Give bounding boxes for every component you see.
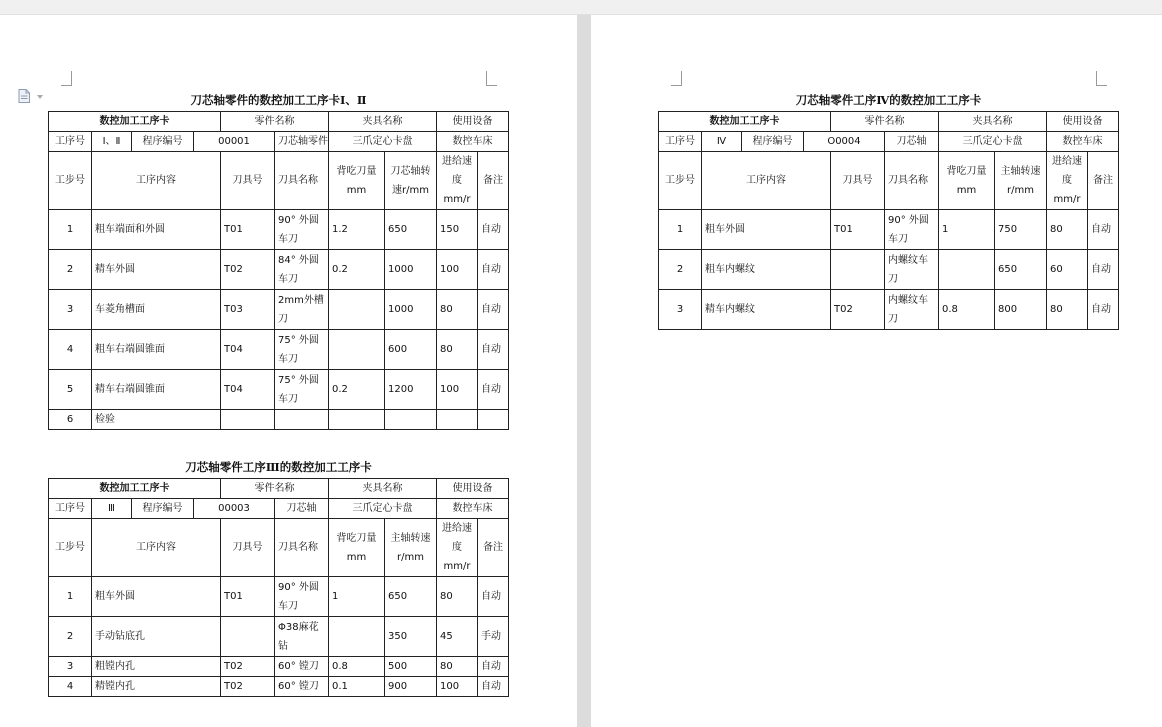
cell-feed: 100 (437, 677, 478, 697)
cell-depth: 1.2 (329, 210, 385, 250)
cell-step: 3 (49, 290, 92, 330)
cell-speed: 350 (385, 617, 437, 657)
cell-depth (329, 330, 385, 370)
table-row (49, 410, 509, 430)
cell-note: 自动 (1088, 290, 1119, 330)
cell-content: 精车内螺纹 (702, 290, 831, 330)
cell-depth (939, 250, 995, 290)
table-row (49, 330, 509, 370)
cell-tool-no (221, 410, 275, 430)
card3-title: 刀芯轴零件工序Ⅲ的数控加工工序卡 (185, 460, 372, 474)
table-row (49, 290, 509, 330)
table-row (49, 617, 509, 657)
part-name-label: 零件名称 (221, 112, 329, 132)
col-tool-no: 刀具号 (221, 152, 275, 210)
process-card-1 (48, 111, 509, 430)
part-name: 刀芯轴零件 (275, 132, 329, 152)
col-depth: 背吃刀量mm (939, 152, 995, 210)
col-content: 工序内容 (702, 152, 831, 210)
cell-step: 1 (49, 210, 92, 250)
col-note: 备注 (1088, 152, 1119, 210)
cell-speed: 1000 (385, 250, 437, 290)
cell-tool-name: 60° 镗刀 (275, 657, 329, 677)
table-row (49, 577, 509, 617)
cell-content: 检验 (92, 410, 221, 430)
cell-step: 1 (49, 577, 92, 617)
cell-content: 精车外圆 (92, 250, 221, 290)
col-feed: 进给速度mm/r (437, 519, 478, 577)
cell-tool-no: T03 (221, 290, 275, 330)
fixture-label: 夹具名称 (329, 112, 437, 132)
equipment: 数控车床 (1047, 132, 1119, 152)
cell-note: 自动 (478, 290, 509, 330)
toolbar-strip (0, 0, 1162, 15)
proc-no-label: 工序号 (49, 499, 92, 519)
cell-note: 自动 (478, 657, 509, 677)
prog-label: 程序编号 (132, 132, 194, 152)
page-gutter (577, 15, 591, 727)
proc-no: Ⅳ (702, 132, 742, 152)
col-tool-name: 刀具名称 (885, 152, 939, 210)
margin-corner-mark (61, 71, 72, 86)
equipment-label: 使用设备 (437, 112, 509, 132)
table-row (659, 210, 1119, 250)
fixture-label: 夹具名称 (939, 112, 1047, 132)
chevron-down-icon[interactable] (37, 95, 43, 99)
cell-feed: 150 (437, 210, 478, 250)
cell-tool-no: T01 (221, 577, 275, 617)
cell-tool-name: 84° 外圆车刀 (275, 250, 329, 290)
table-row (49, 250, 509, 290)
process-card-3 (48, 478, 509, 697)
process-card-4 (658, 111, 1119, 330)
cell-depth (329, 617, 385, 657)
cell-feed: 100 (437, 370, 478, 410)
part-name-label: 零件名称 (831, 112, 939, 132)
cell-feed: 80 (437, 657, 478, 677)
cell-tool-no: T02 (221, 250, 275, 290)
cell-speed: 1000 (385, 290, 437, 330)
col-content: 工序内容 (92, 519, 221, 577)
cell-feed: 80 (437, 290, 478, 330)
cell-tool-no: T02 (831, 290, 885, 330)
cell-content: 精车右端圆锥面 (92, 370, 221, 410)
cell-step: 2 (49, 250, 92, 290)
table-row (659, 250, 1119, 290)
table-row (49, 657, 509, 677)
cell-step: 4 (49, 330, 92, 370)
cell-step: 4 (49, 677, 92, 697)
fixture: 三爪定心卡盘 (329, 499, 437, 519)
cell-tool-name: 90° 外圆车刀 (275, 210, 329, 250)
table-row (659, 290, 1119, 330)
col-speed: 主轴转速r/mm (995, 152, 1047, 210)
cell-speed: 600 (385, 330, 437, 370)
cell-note: 自动 (478, 250, 509, 290)
cell-step: 3 (49, 657, 92, 677)
prog-no: 00003 (194, 499, 275, 519)
fixture: 三爪定心卡盘 (329, 132, 437, 152)
cell-speed: 900 (385, 677, 437, 697)
cell-depth: 0.2 (329, 250, 385, 290)
cell-speed: 1200 (385, 370, 437, 410)
cell-step: 6 (49, 410, 92, 430)
margin-corner-mark (1096, 71, 1107, 86)
table-row (49, 677, 509, 697)
equipment: 数控车床 (437, 499, 509, 519)
part-name: 刀芯轴 (275, 499, 329, 519)
col-content: 工序内容 (92, 152, 221, 210)
prog-no: O0004 (804, 132, 885, 152)
col-tool-name: 刀具名称 (275, 152, 329, 210)
cell-tool-name: 90° 外圆车刀 (275, 577, 329, 617)
cell-content: 粗车右端圆锥面 (92, 330, 221, 370)
cell-speed (385, 410, 437, 430)
proc-no: Ⅰ、Ⅱ (92, 132, 132, 152)
equipment-label: 使用设备 (1047, 112, 1119, 132)
cell-step: 5 (49, 370, 92, 410)
cell-feed: 45 (437, 617, 478, 657)
prog-no: 00001 (194, 132, 275, 152)
fixture-label: 夹具名称 (329, 479, 437, 499)
cell-depth (329, 290, 385, 330)
col-step: 工步号 (49, 519, 92, 577)
card-label: 数控加工工序卡 (49, 479, 221, 499)
margin-corner-mark (486, 71, 497, 86)
cell-note (478, 410, 509, 430)
margin-corner-mark (671, 71, 682, 86)
cell-content: 粗车端面和外圆 (92, 210, 221, 250)
cell-tool-no (831, 250, 885, 290)
cell-tool-no: T01 (831, 210, 885, 250)
col-tool-no: 刀具号 (221, 519, 275, 577)
cell-tool-name (275, 410, 329, 430)
cell-content: 粗镗内孔 (92, 657, 221, 677)
cell-depth: 0.8 (939, 290, 995, 330)
col-depth: 背吃刀量mm (329, 152, 385, 210)
prog-label: 程序编号 (742, 132, 804, 152)
card1-title: 刀芯轴零件的数控加工工序卡Ⅰ、Ⅱ (190, 93, 367, 107)
proc-no-label: 工序号 (49, 132, 92, 152)
col-tool-name: 刀具名称 (275, 519, 329, 577)
part-name-label: 零件名称 (221, 479, 329, 499)
cell-speed: 650 (995, 250, 1047, 290)
prog-label: 程序编号 (132, 499, 194, 519)
equipment: 数控车床 (437, 132, 509, 152)
cell-feed: 100 (437, 250, 478, 290)
cell-content: 粗车内螺纹 (702, 250, 831, 290)
col-note: 备注 (478, 519, 509, 577)
cell-note: 自动 (1088, 210, 1119, 250)
cell-feed: 80 (1047, 290, 1088, 330)
card4-title: 刀芯轴零件工序Ⅳ的数控加工工序卡 (795, 93, 982, 107)
cell-tool-name: 75° 外圆车刀 (275, 330, 329, 370)
part-name: 刀芯轴 (885, 132, 939, 152)
cell-tool-no: T04 (221, 370, 275, 410)
cell-content: 车菱角槽面 (92, 290, 221, 330)
cell-tool-name: 90° 外圆车刀 (885, 210, 939, 250)
cell-tool-no: T02 (221, 677, 275, 697)
cell-tool-name: Φ38麻花钻 (275, 617, 329, 657)
cell-feed: 80 (1047, 210, 1088, 250)
cell-step: 2 (659, 250, 702, 290)
col-speed: 主轴转速r/mm (385, 519, 437, 577)
cell-depth: 1 (939, 210, 995, 250)
cell-tool-no (221, 617, 275, 657)
cell-tool-name: 内螺纹车刀 (885, 290, 939, 330)
cell-tool-no: T01 (221, 210, 275, 250)
cell-note: 自动 (1088, 250, 1119, 290)
cell-tool-no: T02 (221, 657, 275, 677)
cell-note: 手动 (478, 617, 509, 657)
card-label: 数控加工工序卡 (49, 112, 221, 132)
table-row (49, 370, 509, 410)
cell-note: 自动 (478, 577, 509, 617)
cell-feed: 80 (437, 577, 478, 617)
cell-feed (437, 410, 478, 430)
col-speed: 刀芯轴转速r/mm (385, 152, 437, 210)
cell-depth (329, 410, 385, 430)
cell-tool-name: 60° 镗刀 (275, 677, 329, 697)
col-note: 备注 (478, 152, 509, 210)
cell-feed: 80 (437, 330, 478, 370)
cell-step: 2 (49, 617, 92, 657)
cell-content: 手动钻底孔 (92, 617, 221, 657)
cell-depth: 0.2 (329, 370, 385, 410)
cell-tool-name: 内螺纹车刀 (885, 250, 939, 290)
document-icon[interactable] (18, 89, 30, 103)
cell-tool-name: 75° 外圆车刀 (275, 370, 329, 410)
cell-tool-name: 2mm外槽刀 (275, 290, 329, 330)
cell-depth: 0.8 (329, 657, 385, 677)
fixture: 三爪定心卡盘 (939, 132, 1047, 152)
cell-tool-no: T04 (221, 330, 275, 370)
col-step: 工步号 (659, 152, 702, 210)
cell-speed: 800 (995, 290, 1047, 330)
card-label: 数控加工工序卡 (659, 112, 831, 132)
cell-step: 1 (659, 210, 702, 250)
col-step: 工步号 (49, 152, 92, 210)
cell-content: 粗车外圆 (702, 210, 831, 250)
cell-speed: 500 (385, 657, 437, 677)
cell-step: 3 (659, 290, 702, 330)
cell-content: 粗车外圆 (92, 577, 221, 617)
cell-note: 自动 (478, 330, 509, 370)
cell-speed: 750 (995, 210, 1047, 250)
cell-note: 自动 (478, 677, 509, 697)
cell-feed: 60 (1047, 250, 1088, 290)
cell-content: 精镗内孔 (92, 677, 221, 697)
proc-no-label: 工序号 (659, 132, 702, 152)
col-depth: 背吃刀量mm (329, 519, 385, 577)
cell-speed: 650 (385, 577, 437, 617)
col-tool-no: 刀具号 (831, 152, 885, 210)
table-row (49, 210, 509, 250)
equipment-label: 使用设备 (437, 479, 509, 499)
col-feed: 进给速度mm/r (1047, 152, 1088, 210)
cell-depth: 0.1 (329, 677, 385, 697)
cell-note: 自动 (478, 210, 509, 250)
cell-note: 自动 (478, 370, 509, 410)
cell-depth: 1 (329, 577, 385, 617)
col-feed: 进给速度mm/r (437, 152, 478, 210)
proc-no: Ⅲ (92, 499, 132, 519)
cell-speed: 650 (385, 210, 437, 250)
